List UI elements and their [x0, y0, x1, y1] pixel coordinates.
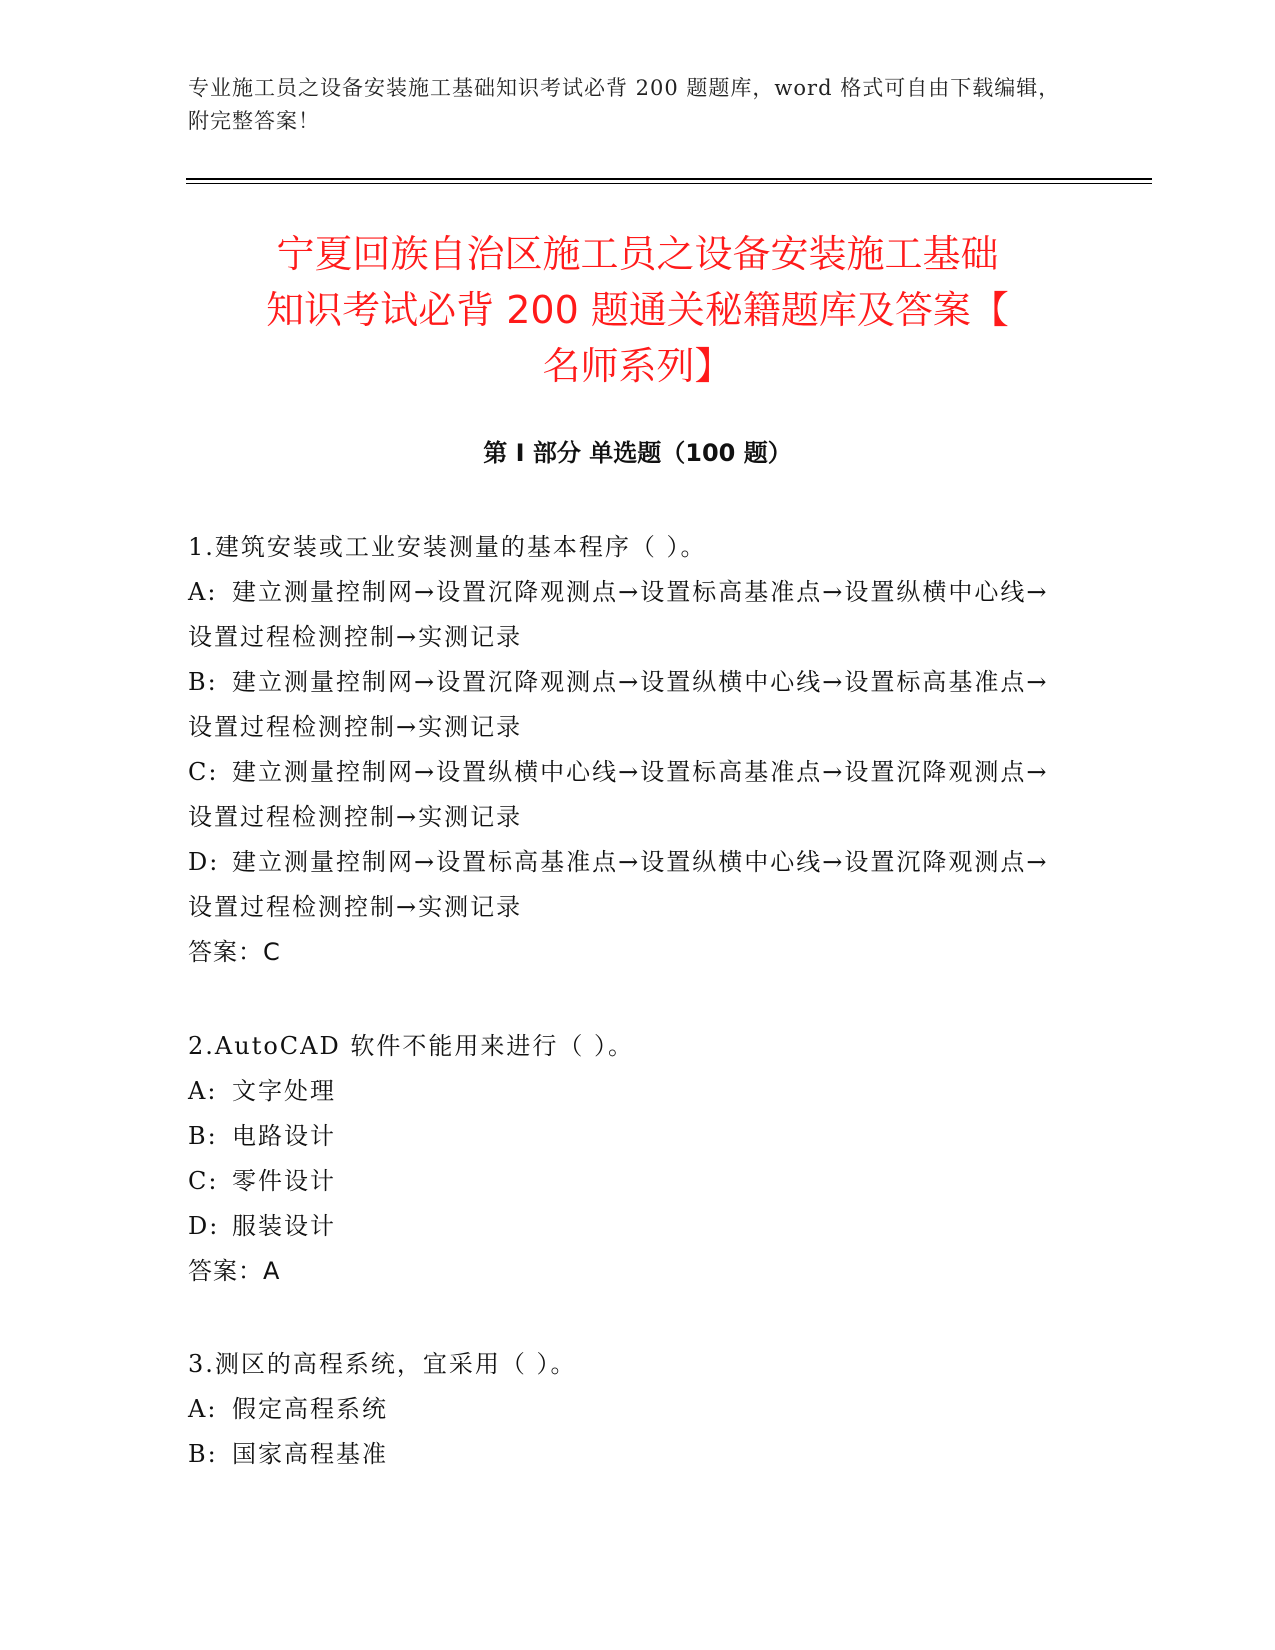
- option-key: C:: [188, 758, 219, 786]
- header-note: 专业施工员之设备安装施工基础知识考试必背 200 题题库，word 格式可自由下载编辑，附完整答案！: [188, 76, 1061, 133]
- option-text: 建立测量控制网→设置纵横中心线→设置标高基准点→设置沉降观测点→设置过程检测控制→实测记录: [188, 758, 1049, 831]
- option-a: [188, 1069, 1068, 1114]
- option-key: A:: [188, 1395, 218, 1423]
- header-divider-thin: [186, 183, 1152, 184]
- option-text: 零件设计: [232, 1167, 336, 1195]
- option-a: [188, 570, 1068, 660]
- option-a: [188, 1387, 1068, 1432]
- header-divider-thick: [186, 178, 1152, 180]
- option-b: [188, 1114, 1068, 1159]
- option-key: B:: [188, 1440, 218, 1468]
- option-c: [188, 750, 1068, 840]
- title-line-1: 宁夏回族自治区施工员之设备安装施工基础: [276, 232, 999, 276]
- option-key: A:: [188, 1077, 218, 1105]
- option-text: 电路设计: [232, 1122, 336, 1150]
- option-text: 文字处理: [232, 1077, 336, 1105]
- title-line-2: 知识考试必背 200 题通关秘籍题库及答案【: [266, 288, 1009, 332]
- question-stem: 2.AutoCAD 软件不能用来进行（ ）。: [188, 1032, 634, 1060]
- option-key: D:: [188, 1212, 220, 1240]
- section-heading: 第 I 部分 单选题（100 题）: [483, 439, 792, 467]
- option-text: 建立测量控制网→设置沉降观测点→设置纵横中心线→设置标高基准点→设置过程检测控制→实测记录: [188, 668, 1049, 741]
- option-text: 假定高程系统: [232, 1395, 388, 1423]
- option-c: [188, 1159, 1068, 1204]
- document-title: [150, 226, 1125, 394]
- question-stem: 1.建筑安装或工业安装测量的基本程序（ ）。: [188, 533, 707, 561]
- option-text: 国家高程基准: [232, 1440, 388, 1468]
- option-key: B:: [188, 668, 218, 696]
- option-text: 服装设计: [232, 1212, 336, 1240]
- answer: 答案：C: [188, 938, 281, 966]
- option-key: C:: [188, 1167, 219, 1195]
- option-b: [188, 1432, 1068, 1477]
- option-d: [188, 1204, 1068, 1249]
- title-line-3: 名师系列】: [542, 344, 733, 388]
- answer: 答案：A: [188, 1257, 281, 1285]
- option-text: 建立测量控制网→设置沉降观测点→设置标高基准点→设置纵横中心线→设置过程检测控制→实测记录: [188, 578, 1049, 651]
- option-key: B:: [188, 1122, 218, 1150]
- question-2: [188, 1024, 1068, 1294]
- option-key: A:: [188, 578, 218, 606]
- option-d: [188, 840, 1068, 930]
- question-3: [188, 1342, 1068, 1477]
- option-text: 建立测量控制网→设置标高基准点→设置纵横中心线→设置沉降观测点→设置过程检测控制→实测记录: [188, 848, 1049, 921]
- question-1: [188, 525, 1068, 975]
- question-stem: 3.测区的高程系统，宜采用（ ）。: [188, 1350, 577, 1378]
- option-b: [188, 660, 1068, 750]
- option-key: D:: [188, 848, 220, 876]
